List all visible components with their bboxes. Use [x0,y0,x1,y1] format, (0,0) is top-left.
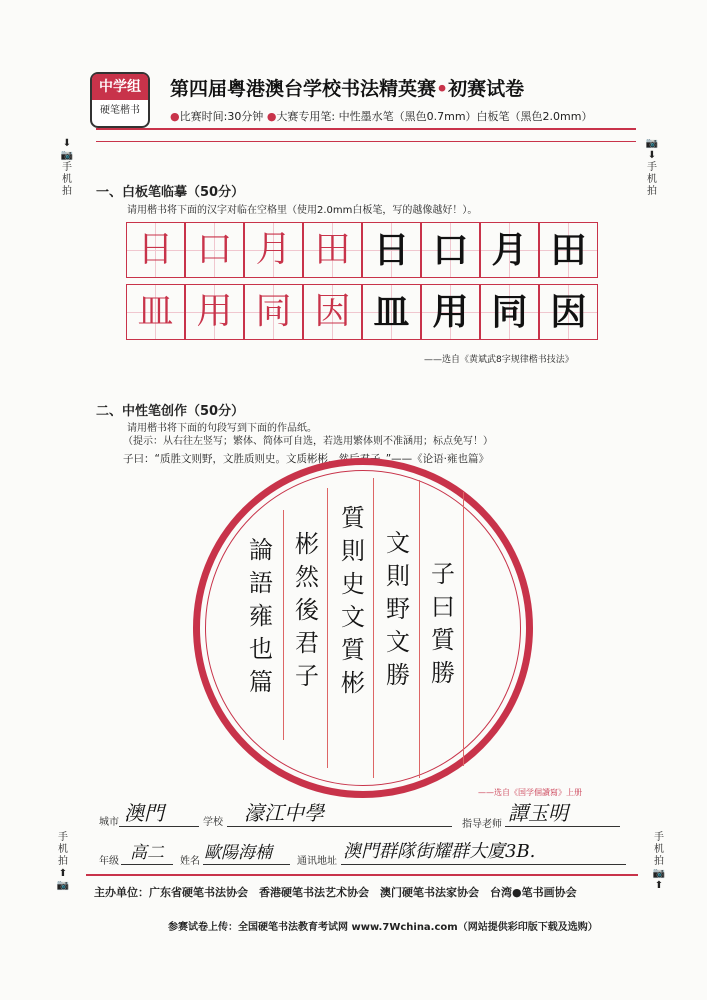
name-underline [203,864,290,865]
name-label: 姓名 [180,856,200,867]
camera-icon: 📷⬆ [652,868,666,891]
badge-level: 中学组 [92,74,148,100]
column-rule [283,510,284,740]
calligraphy-column-4: 彬 然 後 君 子 [295,530,319,690]
school-label: 学校 [203,817,223,828]
column-rule [327,488,328,768]
model-char: 月 [244,222,303,278]
address-label: 通讯地址 [297,856,337,867]
page-title [170,74,524,101]
teacher-underline [505,826,620,827]
calligraphy-column-2: 文 則 野 文 勝 [386,529,410,689]
copy-char: 月 [480,222,539,278]
grid-row-1 [126,222,598,278]
column-rule [373,478,374,778]
section1-source: ——选自《黄斌武8字规律楷书技法》 [424,355,574,365]
name-value[interactable]: 歐陽海楠 [204,843,272,863]
copy-char: 因 [539,284,598,340]
bullet-icon: ● [170,110,180,123]
model-char: 同 [244,284,303,340]
bullet-icon: ● [266,110,277,123]
header-rule-thin [96,141,636,142]
model-char: 日 [126,222,185,278]
column-rule [463,492,464,766]
grid-row-2 [126,284,598,340]
grade-value[interactable]: 高二 [130,843,164,863]
copy-char: 口 [421,222,480,278]
grade-label: 年级 [99,856,119,867]
address-value[interactable]: 澳門群隊街耀群大廈3B. [343,841,536,862]
calligraphy-column-3: 質 則 史 文 質 彬 [341,504,365,697]
model-char: 田 [303,222,362,278]
section1-instruction: 请用楷书将下面的汉字对临在空格里（使用2.0mm白板笔，写的越像越好！）。 [127,205,478,216]
teacher-label: 指导老师 [462,819,502,830]
header-rule [96,128,636,130]
side-note-right-bottom: 手机拍 📷⬆ [652,832,666,891]
copy-char: 田 [539,222,598,278]
camera-icon: ⬆📷 [56,868,70,891]
section2-quote: 子曰：“质胜文则野，文胜质则史。文质彬彬，然后君子。”——《论语·雍也篇》 [123,453,489,465]
address-underline [341,864,626,865]
school-underline [227,826,452,827]
model-char: 皿 [126,284,185,340]
city-underline [119,826,199,827]
copy-char: 用 [421,284,480,340]
title-main: 第四届粤港澳台学校书法精英赛 [170,78,437,100]
model-char: 口 [185,222,244,278]
pen-label: 大赛专用笔: 中性墨水笔（黑色0.7mm）白板笔（黑色2.0mm） [276,110,593,123]
section2-instruction2: （提示：从右往左竖写；繁体、简体可自选，若选用繁体则不准涵用；标点免写！） [123,436,493,447]
section2-instruction1: 请用楷书将下面的句段写到下面的作品纸。 [127,423,317,434]
model-char: 用 [185,284,244,340]
copy-char: 皿 [362,284,421,340]
side-note-right: 📷⬇ 手机拍 [645,138,659,197]
copy-char: 日 [362,222,421,278]
grade-underline [121,864,173,865]
side-note-left-bottom: 手机拍 ⬆📷 [56,832,70,891]
calligraphy-column-5: 論 語 雍 也 篇 [249,536,273,696]
title-suffix: 初赛试卷 [448,78,525,100]
teacher-value[interactable]: 譚玉明 [508,801,568,825]
side-note-left: ⬇📷 手机拍 [60,138,74,197]
upload-note: 参赛试卷上传：全国硬笔书法教育考试网 www.7Wchina.com（网站提供彩印版下载及选购） [168,922,598,933]
group-badge [90,72,150,128]
calligraphy-column-1: 子 曰 質 勝 [431,560,455,687]
title-dot: • [436,78,449,100]
column-rule [419,480,420,778]
time-label: 比赛时间:30分钟 [179,110,264,123]
camera-icon: ⬇📷 [60,138,74,161]
copy-char: 同 [480,284,539,340]
section2-source: ——选自《国学個讀寫》上册 [478,788,582,797]
model-char: 因 [303,284,362,340]
section1-heading: 一、白板笔临摹（50分） [96,185,245,200]
city-value[interactable]: 澳門 [124,801,164,825]
footer-rule [86,874,638,876]
section2-heading: 二、中性笔创作（50分） [96,404,245,419]
school-value[interactable]: 濠江中學 [244,801,324,825]
camera-icon: 📷⬇ [645,138,659,161]
organizers: 主办单位：广东省硬笔书法协会 香港硬笔书法艺术协会 澳门硬笔书法家协会 台湾●笔书画协会 [94,886,577,899]
exam-info [170,108,592,124]
city-label: 城市 [99,817,119,828]
badge-category: 硬笔楷书 [100,105,140,116]
